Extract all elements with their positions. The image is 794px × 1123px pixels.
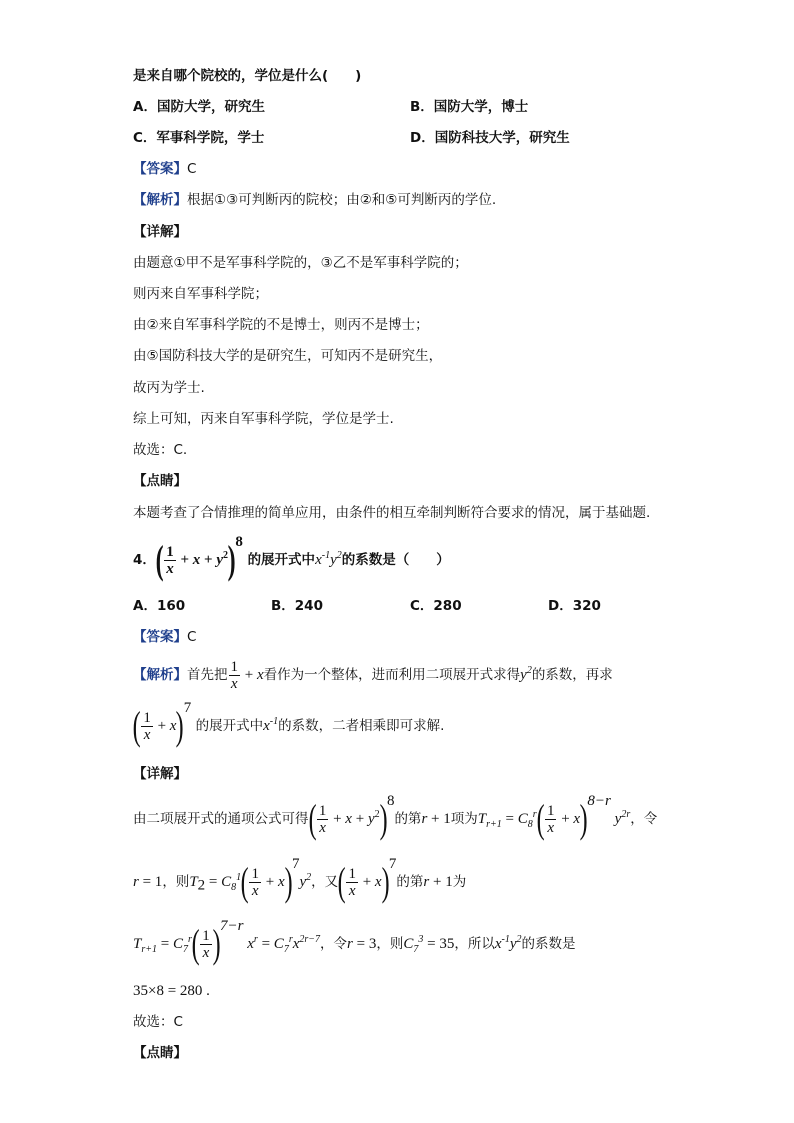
- q3-option-d: D．国防科技大学，研究生: [410, 130, 570, 146]
- q4-number: 4．: [133, 552, 156, 568]
- answer-tag: 【答案】: [133, 161, 187, 177]
- q3-detail-tag: 【详解】: [133, 224, 187, 240]
- analysis-text: 的展开式中: [195, 718, 264, 734]
- q4-detail-line-1: 由二项展开式的通项公式可得( $\frac{1}{x}$ + $x + y^2)^8$的第r + 1项为$T_{r+1} = C_8^r$( $\frac{1}{x}$ + x)$^{8-r}$ $y^{2r}$，令: [133, 793, 658, 841]
- detail-text: 的第: [396, 874, 424, 890]
- detail-text: ，令: [320, 936, 348, 952]
- detail-text: ，令: [630, 811, 658, 827]
- detail-text: 的系数是: [521, 936, 576, 952]
- q4-option-d: D．320: [548, 598, 601, 614]
- q3-comment-tag: 【点睛】: [133, 473, 187, 489]
- q3-detail-line: 由②来自军事科学院的不是博士，则丙不是博士；: [133, 317, 429, 333]
- q4-detail-tag: 【详解】: [133, 766, 187, 782]
- q3-detail-line: 综上可知，丙来自军事科学院，学位是学士.: [133, 411, 394, 427]
- q3-analysis-line: [133, 190, 496, 210]
- q4-detail-line-2: r = 1，则$T_2 = C_8^1$( $\frac{1}{x}$ + $x)^7y^2$，又( $\frac{1}{x}$ + x)$^7$的第r + 1为: [133, 856, 467, 904]
- q3-detail-line: 由题意①甲不是军事科学院的，③乙不是军事科学院的；: [133, 255, 468, 271]
- q3-answer-line: [133, 159, 196, 179]
- detail-text: ，所以: [454, 936, 495, 952]
- q4-stem-mid: 的展开式中: [247, 552, 316, 568]
- q3-option-b: B．国防大学，博士: [410, 99, 529, 115]
- q4-stem-end: 的系数是（ ）: [341, 552, 450, 568]
- q3-detail-line: 故丙为学士.: [133, 380, 205, 396]
- q4-option-a: A．160: [133, 598, 186, 614]
- analysis-text: 看作为一个整体，进而利用二项展开式求得: [263, 667, 521, 683]
- q4-comment-tag: 【点睛】: [133, 1045, 187, 1061]
- q3-comment-text: 本题考查了合情推理的简单应用，由条件的相互牵制判断符合要求的情况，属于基础题.: [133, 505, 651, 521]
- q4-stem: 4．( $\frac{1}{x}$ + $x + y^2)^8$ 的展开式中$x^{-1}y^2$的系数是（ ）: [133, 534, 450, 582]
- detail-text: 项为: [450, 811, 478, 827]
- q3-option-a: A．国防大学，研究生: [133, 99, 265, 115]
- q4-answer-line: [133, 627, 196, 647]
- detail-text: ，则: [162, 874, 190, 890]
- detail-text: 的第: [394, 811, 422, 827]
- q4-conclusion: 故选：C: [133, 1014, 183, 1030]
- answer-value: C: [187, 629, 197, 645]
- detail-text: 为: [452, 874, 467, 890]
- q3-detail-line: 由⑤国防科技大学的是研究生，可知丙不是研究生，: [133, 348, 443, 364]
- q4-option-c: C．280: [410, 598, 462, 614]
- analysis-text: 的系数，再求: [531, 667, 613, 683]
- analysis-text: 的系数，二者相乘即可求解.: [278, 718, 445, 734]
- q3-stem-tail: 是来自哪个院校的，学位是什么( ): [133, 68, 362, 84]
- q4-detail-line-3: $T_{r+1} = C_7^r$( $\frac{1}{x}$ )$^{7-r}$ $x^r = C_7^rx^{2r-7}$，令r = 3，则$C_7^3 = 35$，所以$x^{-1}y^2$的系数是: [133, 918, 576, 966]
- answer-value: C: [187, 161, 197, 177]
- q3-detail-line: 则丙来自军事科学院；: [133, 286, 268, 302]
- q4-option-b: B．240: [271, 598, 323, 614]
- q4-detail-line-4: 35×8 = 280 .: [133, 983, 210, 999]
- analysis-tag: 【解析】: [133, 667, 187, 683]
- analysis-tag: 【解析】: [133, 192, 187, 208]
- analysis-text: 根据①③可判断丙的院校；由②和⑤可判断丙的学位.: [187, 192, 497, 208]
- detail-text: ，则: [376, 936, 404, 952]
- q3-detail-line: 故选：C.: [133, 442, 188, 458]
- detail-text: 由二项展开式的通项公式可得: [133, 811, 309, 827]
- q3-option-c: C．军事科学院，学士: [133, 130, 265, 146]
- answer-tag: 【答案】: [133, 629, 187, 645]
- q4-analysis-line-2: ( $\frac{1}{x}$ + x)$^7$ 的展开式中$x^{-1}$的系数，二者相乘即可求解.: [132, 700, 445, 748]
- analysis-text: 首先把: [187, 667, 228, 683]
- detail-text: ，又: [311, 874, 339, 890]
- q4-analysis-line-1: 【解析】首先把 $\frac{1}{x}$ + x看作为一个整体，进而利用二项展开式求得$y^2$的系数，再求: [133, 658, 613, 692]
- fraction: $\frac{1}{x}$: [166, 543, 174, 577]
